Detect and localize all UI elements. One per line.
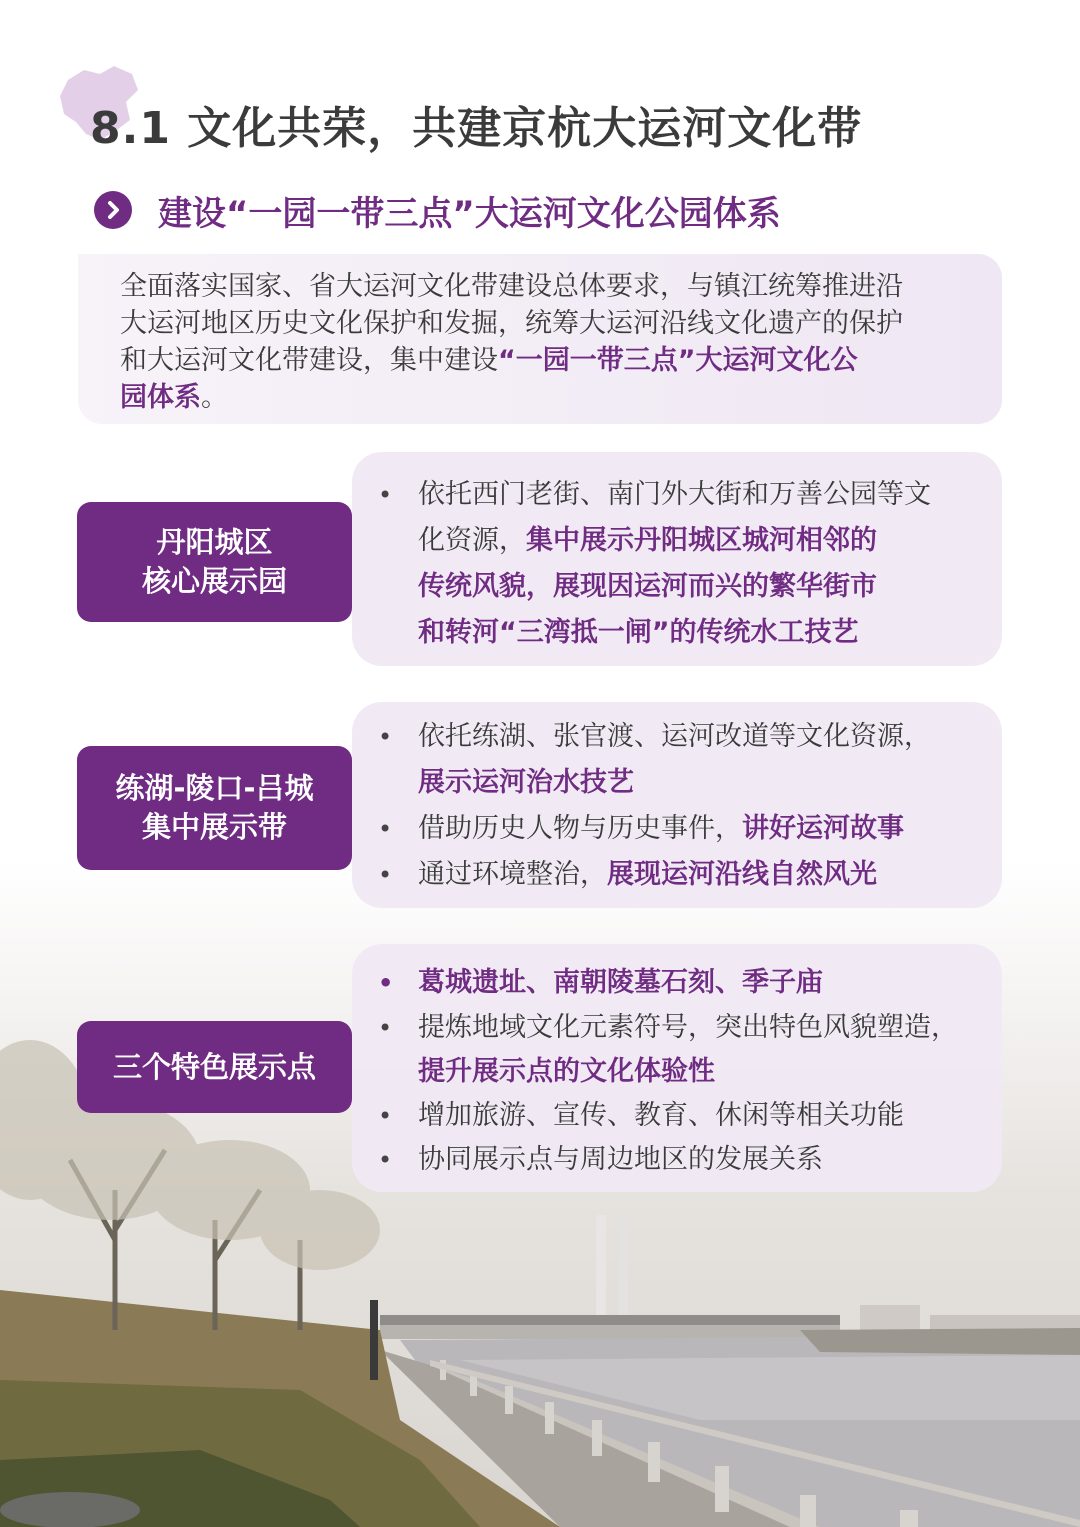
item-text: 增加旅游、宣传、教育、休闲等相关功能 — [418, 1100, 904, 1131]
intro-highlight: 园体系 — [120, 382, 201, 413]
list-item — [374, 852, 982, 898]
list-item — [374, 1094, 982, 1138]
card-display-belt — [352, 702, 1002, 908]
bullet: • — [378, 1014, 393, 1042]
intro-text: 。 — [201, 382, 228, 413]
tag-display-belt — [77, 746, 352, 870]
bullet: • — [378, 1146, 393, 1174]
item-text: 依托练湖、张官渡、运河改道等文化资源， — [418, 721, 931, 752]
item-text — [418, 518, 982, 564]
card-feature-points — [352, 944, 1002, 1192]
item-highlight: 讲好运河故事 — [742, 813, 904, 844]
list-item — [374, 1138, 982, 1182]
intro-line — [120, 379, 982, 416]
list-item — [374, 714, 982, 806]
bullet: • — [378, 1102, 393, 1130]
item-text: 通过环境整治， — [418, 859, 607, 890]
item-text: 协同展示点与周边地区的发展关系 — [418, 1144, 823, 1175]
intro-text: 和大运河文化带建设，集中建设 — [120, 345, 498, 376]
tag-feature-points — [77, 1021, 352, 1113]
list-item — [374, 960, 982, 1006]
card-core-park — [352, 452, 1002, 666]
item-highlight: 展现运河沿线自然风光 — [607, 859, 877, 890]
intro-line: 全面落实国家、省大运河文化带建设总体要求，与镇江统筹推进沿 — [120, 271, 903, 302]
list-item — [374, 806, 982, 852]
section-title: 建设“一园一带三点”大运河文化公园体系 — [158, 193, 781, 234]
item-text: 借助历史人物与历史事件， — [418, 813, 742, 844]
bullet: • — [378, 481, 393, 509]
item-highlight: 葛城遗址、南朝陵墓石刻、季子庙 — [418, 967, 823, 998]
item-text: 提炼地域文化元素符号，突出特色风貌塑造， — [418, 1012, 958, 1043]
bullet: • — [378, 815, 393, 843]
item-highlight: 和转河“三湾抵一闸”的传统水工技艺 — [418, 617, 859, 648]
section-heading — [94, 186, 781, 234]
page-title: 8.1 文化共荣，共建京杭大运河文化带 — [90, 103, 863, 154]
tag-line: 核心展示园 — [141, 564, 287, 598]
list-item — [374, 472, 982, 656]
chevron-right-icon — [94, 191, 132, 229]
list-item — [374, 1006, 982, 1094]
item-text-plain: 化资源， — [418, 525, 526, 556]
tag-line: 丹阳城区 — [156, 525, 273, 559]
intro-highlight: “一园一带三点”大运河文化公 — [498, 345, 858, 376]
bullet: • — [378, 861, 393, 889]
intro-paragraph — [78, 254, 1002, 424]
item-text: 依托西门老街、南门外大街和万善公园等文 — [418, 479, 931, 510]
bullet: • — [378, 723, 393, 751]
intro-line: 大运河地区历史文化保护和发掘，统筹大运河沿线文化遗产的保护 — [120, 308, 903, 339]
tag-line: 集中展示带 — [141, 810, 287, 844]
intro-line — [120, 342, 982, 379]
item-highlight: 提升展示点的文化体验性 — [418, 1056, 715, 1087]
item-highlight: 展示运河治水技艺 — [418, 767, 634, 798]
tag-line: 三个特色展示点 — [112, 1049, 316, 1084]
tag-core-park — [77, 502, 352, 622]
item-highlight: 集中展示丹阳城区城河相邻的 — [526, 525, 877, 556]
bullet: • — [378, 969, 394, 997]
item-highlight: 传统风貌，展现因运河而兴的繁华街市 — [418, 571, 877, 602]
tag-line: 练湖-陵口-吕城 — [115, 771, 314, 805]
